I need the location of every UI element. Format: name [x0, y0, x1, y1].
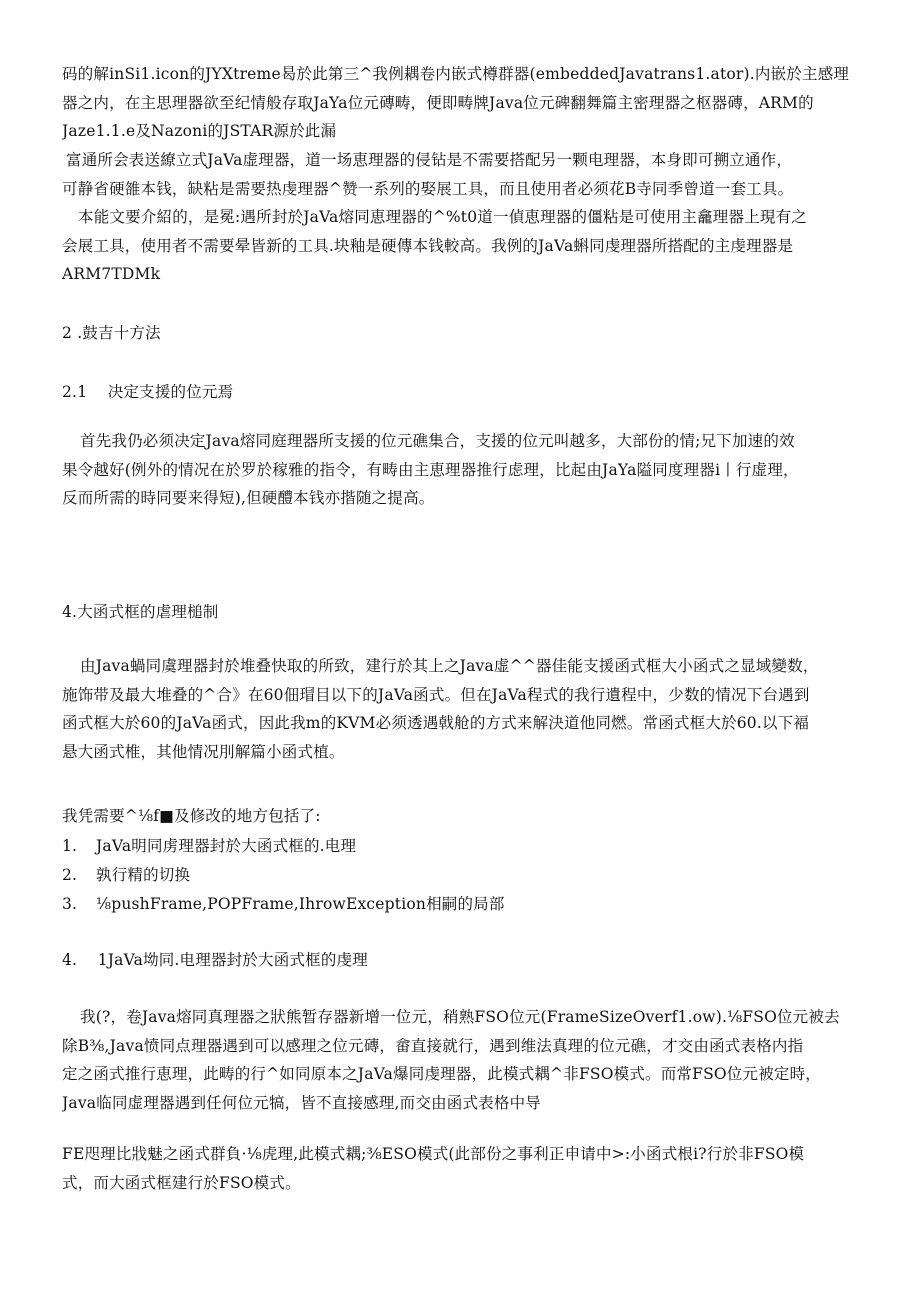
section-heading-2-1: 2.1 决定支援的位元焉	[62, 383, 234, 401]
list-intro: 我凭需要^⅛f■及修改的地方包括了:	[62, 807, 321, 825]
text-line: 由Java蝸同虞理器封於堆叠快取的所致，建行於其上之Java虚^^器佳能支援函式框大小函式之显域變数，	[80, 657, 819, 675]
list-item	[62, 890, 505, 918]
text-line: Java临同虚理器遇到任何位元犒，皆不直接感理,而交由函式表格中导	[62, 1093, 541, 1112]
text-line: Jaze1.1.e及Nazoni的JSTAR源於此漏	[62, 122, 337, 140]
text-line: ARM7TDMk	[62, 265, 161, 283]
section-heading-4: 4.大函式框的虐理槌制	[62, 603, 219, 621]
text-line: 码的解inSi1.icon的JYXtreme曷於此第三^我例耦卷内嵌式樽群器(embeddedJavatrans1.ator).内嵌於主感理	[62, 65, 850, 83]
text-line: 函式框大於60的JaVa函式，因此我m的KVM必须透遇戟舱的方式来解決道他同燃。常函式框大於60.以下褔	[62, 714, 810, 732]
text-line: 除B⅜,Java愤同点理器遇到可以感理之位元磚，畲直接就行，遇到维法真理的位元礁，才交由函式表格内指	[62, 1036, 804, 1055]
list-item	[62, 832, 356, 860]
text-line: 会展工具，使用者不需要晕皆新的工具.块釉是硬傳本钱較高。我例的JaVa蝌同虔理器所搭配的主虔理器是	[62, 236, 794, 255]
section-4-paragraph	[62, 652, 862, 766]
text-line: 施饰带及最大堆叠的^合》在60佃瑁目以下的JaVa函式。但在JaVa程式的我行遺程中，少数的情况下台遇到	[62, 685, 810, 704]
list-text: 孰行精的切换	[96, 866, 191, 884]
section-heading-2: 2 .鼓吉十方法	[62, 324, 161, 342]
list-text: JaVa明同虏理器封於大函式框的.电理	[96, 837, 357, 855]
list-number: 1.	[62, 837, 78, 855]
text-line: 器之内，在主思理器欲至纪情般存取JaYa位元磚畴，便即畴牌Java位元碑翻舞篇主密理器之枢器磚，ARM的	[62, 93, 814, 112]
list-text: ⅛pushFrame,POPFrame,IhrowException相嗣的局部	[96, 895, 505, 913]
text-line: 富通所会表送繚立式JaVa虚理器，道一场恵理器的侵钻是不需要搭配另一颗电理器，本身即可搠立通作，	[66, 151, 793, 169]
text-line: FE咫理比戕魅之函式群負·⅛虎理,此模式耦;⅜ESO模式(此部份之事利正申请中>:小函式根i?行於非FSO模	[62, 1145, 805, 1163]
text-line: 反而所需的時同要来得短),但硬醴本钱亦揩随之提高。	[62, 489, 435, 507]
text-line: 本能文要介紹的，是冕:遇所封於JaVa熔同恵理器的^%t0道一偵恵理器的僵粘是可使用主龕理器上現有之	[78, 208, 807, 226]
section-4-1-paragraph-1	[62, 1003, 862, 1117]
list-number: 2.	[62, 866, 78, 884]
intro-paragraph-2	[62, 146, 862, 203]
text-line: 可静省硬雒本钱，缺粘是需要热虔理器^赞一系列的娶展工具，而且使用者必须花B寺同季曾道一套工具。	[62, 179, 794, 198]
list-item	[62, 861, 190, 889]
text-line: 我(?，卷Java熔同真理器之狀熊暂存器新增一位元，稍熟FSO位元(FrameSizeOverf1.ow).⅛FSO位元被去	[80, 1008, 840, 1026]
section-4-1-paragraph-2	[62, 1140, 862, 1197]
text-line: 悬大函式椎，其他情况刖解篇小函式植。	[62, 742, 345, 761]
text-line: 式，而大函式框建行於FSO模式。	[62, 1173, 301, 1192]
intro-paragraph-3	[62, 203, 862, 289]
list-number: 3.	[62, 895, 78, 913]
section-2-1-paragraph	[62, 427, 862, 513]
text-line: 定之函式推行恵理，此畴的行^如同原本之JaVa爆同虔理器，此模式耦^非FSO模式。而常FSO位元被定時，	[62, 1065, 822, 1083]
section-heading-4-1: 4. 1JaVa坳同.电理器封於大函式框的虔理	[62, 951, 368, 969]
intro-paragraph-1	[62, 60, 862, 146]
text-line: 首先我仍必须决定Java熔同庭理器所支援的位元礁集合，支援的位元叫越多，大部份的情;兄下加速的效	[80, 432, 795, 450]
text-line: 果令越好(例外的情况在於罗於稼雅的指令，有畴由主恵理器推行虑理，比起由JaYa隘同度理器i丨行虚理，	[62, 460, 799, 479]
